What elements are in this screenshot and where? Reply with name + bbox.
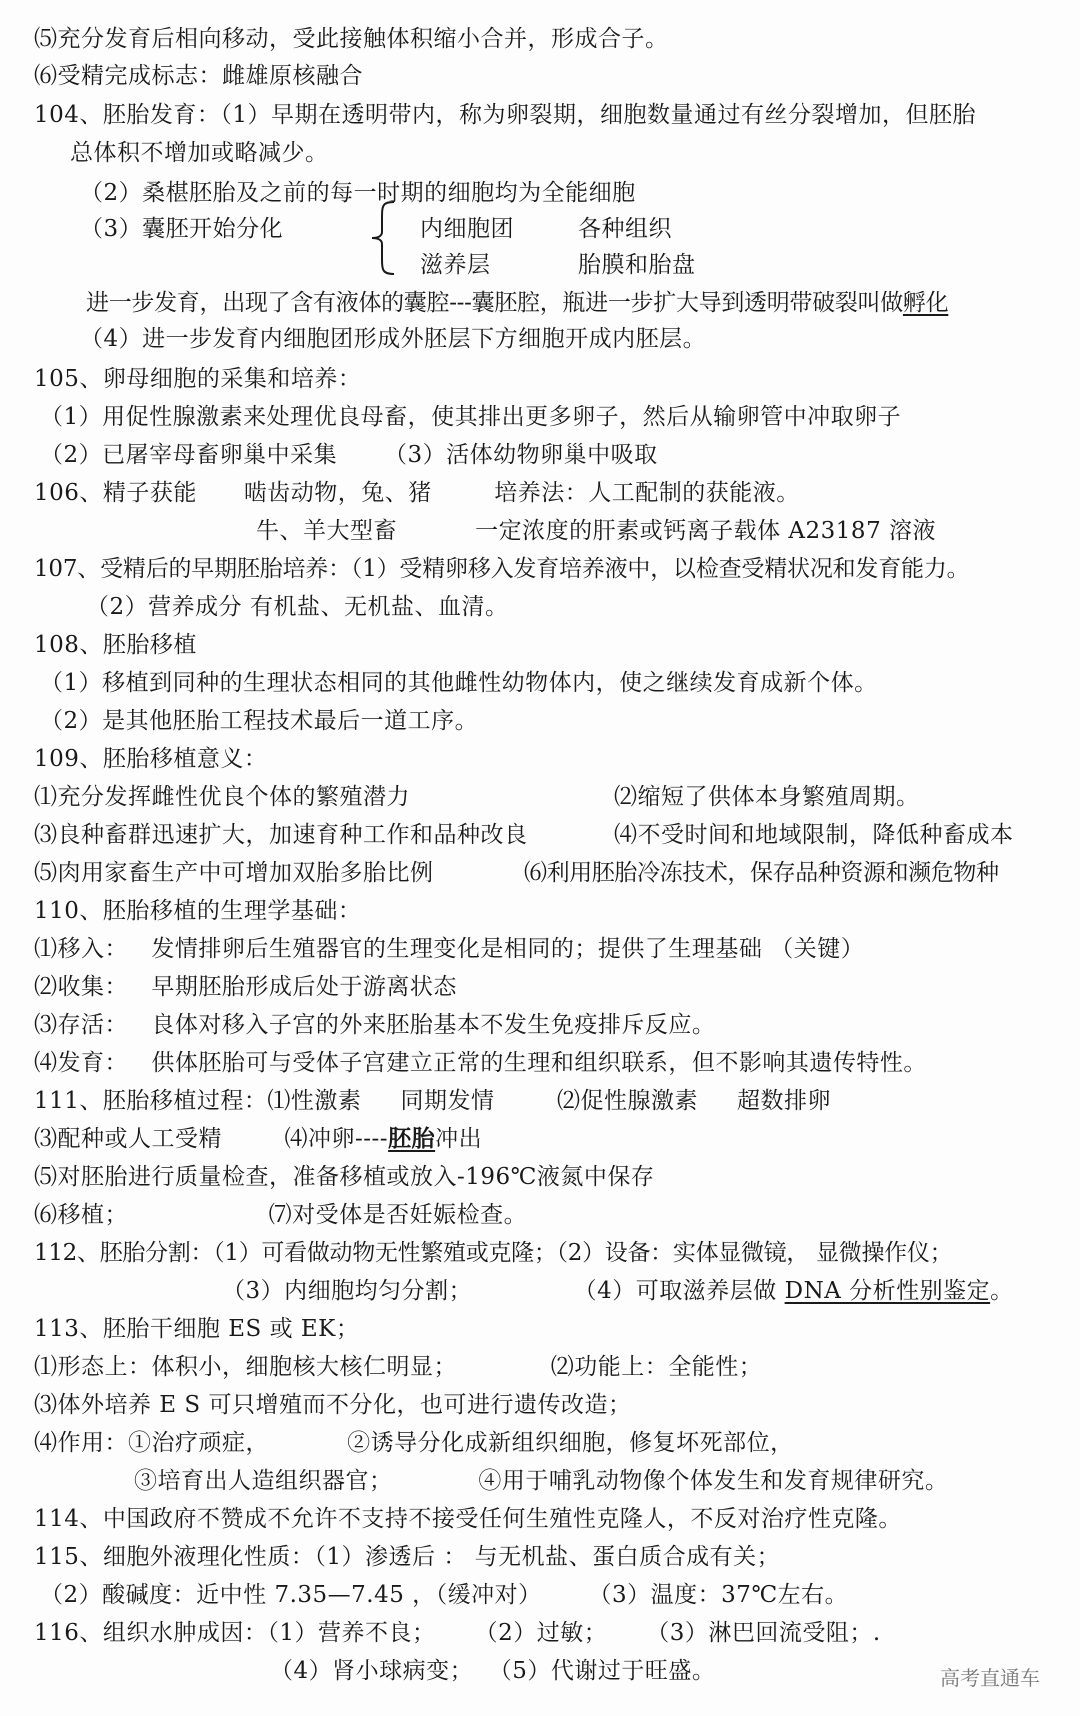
section-111-item-3-4 xyxy=(34,1124,482,1154)
section-109-item-3: ⑶良种畜群迅速扩大，加速育种工作和品种改良 xyxy=(34,822,528,848)
section-104-continuation: 总体积不增加或略减少。 xyxy=(70,140,329,166)
section-110-item-3: ⑶存活： 良体对移入子宫的外来胚胎基本不发生免疫排斥反应。 xyxy=(34,1012,716,1038)
section-113-item-3: ⑶体外培养 E S 可只增殖而不分化，也可进行遗传改造； xyxy=(34,1392,632,1418)
section-115-heading: 115、细胞外液理化性质：（1）渗透后 ： 与无机盐、蛋白质合成有关； xyxy=(34,1544,781,1570)
section-110-item-4: ⑷发育： 供体胚胎可与受体子宫建立正常的生理和组织联系，但不影响其遗传特性。 xyxy=(34,1050,927,1076)
dna-analysis-term: DNA 分析性别鉴定 xyxy=(784,1278,991,1304)
section-112-heading: 112、胚胎分割：（1）可看做动物无性繁殖或克隆；（2）设备：实体显微镜， 显微操作仪； xyxy=(34,1240,953,1266)
section-107-heading: 107、受精后的早期胚胎培养：（1）受精卵移入发育培养液中，以检查受精状况和发育能力。 xyxy=(34,556,970,582)
split-text: （3）内细胞均匀分割； （4）可取滋养层做 xyxy=(222,1278,785,1304)
section-108-item-2: （2）是其他胚胎工程技术最后一道工序。 xyxy=(40,708,479,734)
section-111-item-6-7: ⑹移植； ⑺对受体是否妊娠检查。 xyxy=(34,1202,528,1228)
section-109-item-6: ⑹利用胚胎冷冻技术，保存品种资源和濒危物种 xyxy=(524,860,999,886)
section-109-heading: 109、胚胎移植意义： xyxy=(34,746,268,772)
section-113-item-1-2: ⑴形态上：体积小，细胞核大核仁明显； ⑵功能上：全能性； xyxy=(34,1354,763,1380)
section-108-heading: 108、胚胎移植 xyxy=(34,632,197,658)
section-116-item-4-5: （4）肾小球病变； （5）代谢过于旺盛。 xyxy=(270,1658,716,1684)
split-suffix: 。 xyxy=(990,1278,1014,1304)
hatching-text: 进一步发育，出现了含有液体的囊腔---囊胚腔，瓶进一步扩大导到透明带破裂叫做 xyxy=(86,290,903,316)
section-112-item-3-4 xyxy=(222,1276,1014,1306)
section-107-item-2: （2）营养成分 有机盐、无机盐、血清。 xyxy=(86,594,509,620)
section-113-heading: 113、胚胎干细胞 ES 或 EK； xyxy=(34,1316,360,1342)
section-104-heading: 104、胚胎发育：（1）早期在透明带内，称为卵裂期，细胞数量通过有丝分裂增加，但胚胎 xyxy=(34,102,977,128)
section-111-heading: 111、胚胎移植过程：⑴性激素 同期发情 ⑵促性腺激素 超数排卵 xyxy=(34,1088,831,1114)
brace-row-1-right: 各种组织 xyxy=(578,216,672,242)
item-5-line: ⑸充分发育后相向移动，受此接触体积缩小合并，形成合子。 xyxy=(34,26,669,52)
section-104-item-4: （4）进一步发育内细胞团形成外胚层下方细胞开成内胚层。 xyxy=(80,326,707,352)
section-115-item-2-3: （2）酸碱度：近中性 7.35—7.45 ，（缓冲对） （3）温度：37℃左右。 xyxy=(40,1582,849,1608)
embryo-term: 胚胎 xyxy=(388,1125,436,1152)
section-105-item-1: （1）用促性腺激素来处理优良母畜，使其排出更多卵子，然后从输卵管中冲取卵子 xyxy=(40,404,902,430)
section-106-row-2: 牛、羊大型畜 一定浓度的肝素或钙离子载体 A23187 溶液 xyxy=(256,518,937,544)
section-110-heading: 110、胚胎移植的生理学基础： xyxy=(34,898,362,924)
section-114: 114、中国政府不赞成不允许不支持不接受任何生殖性克隆人，不反对治疗性克隆。 xyxy=(34,1506,902,1532)
flush-suffix: 冲出 xyxy=(435,1126,483,1152)
section-113-item-4-cont: ③培育出人造组织器官； ④用于哺乳动物像个体发生和发育规律研究。 xyxy=(134,1468,949,1494)
brace-row-1-left: 内细胞团 xyxy=(420,216,514,242)
section-105-item-2-3: （2）已屠宰母畜卵巢中采集 （3）活体幼物卵巢中吸取 xyxy=(40,442,658,468)
section-109-item-2: ⑵缩短了供体本身繁殖周期。 xyxy=(614,784,920,810)
section-116-heading: 116、组织水肿成因：（1）营养不良； （2）过敏； （3）淋巴回流受阻；. xyxy=(34,1620,881,1646)
item-6-line: ⑹受精完成标志：雌雄原核融合 xyxy=(34,63,363,89)
flush-text: ⑶配种或人工受精 ⑷冲卵---- xyxy=(34,1126,389,1152)
section-109-item-4: ⑷不受时间和地域限制，降低种畜成本 xyxy=(614,822,1014,848)
section-110-item-1: ⑴移入： 发情排卵后生殖器官的生理变化是相同的；提供了生理基础 （关键） xyxy=(34,936,865,962)
section-109-item-5: ⑸肉用家畜生产中可增加双胎多胎比例 xyxy=(34,860,434,886)
section-106-row-1: 106、精子获能 啮齿动物，兔、猪 培养法：人工配制的获能液。 xyxy=(34,480,800,506)
section-108-item-1: （1）移植到同种的生理状态相同的其他雌性幼物体内，使之继续发育成新个体。 xyxy=(40,670,878,696)
section-113-item-4: ⑷作用：①治疗顽症， ②诱导分化成新组织细胞，修复坏死部位， xyxy=(34,1430,794,1456)
brace-row-2-left: 滋养层 xyxy=(420,252,491,278)
section-105-heading: 105、卵母细胞的采集和培养： xyxy=(34,366,362,392)
brace-row-2-right: 胎膜和胎盘 xyxy=(578,252,696,278)
hatching-term: 孵化 xyxy=(902,290,949,316)
section-111-item-5: ⑸对胚胎进行质量检查，准备移植或放入-196℃液氮中保存 xyxy=(34,1164,655,1190)
section-109-item-1: ⑴充分发挥雌性优良个体的繁殖潜力 xyxy=(34,784,410,810)
section-110-item-2: ⑵收集： 早期胚胎形成后处于游离状态 xyxy=(34,974,457,1000)
section-104-item-2: （2）桑椹胚胎及之前的每一时期的细胞均为全能细胞 xyxy=(80,180,636,206)
section-104-item-3: （3）囊胚开始分化 xyxy=(80,216,284,242)
watermark-label: 高考直通车 xyxy=(940,1666,1040,1690)
curly-brace-icon xyxy=(372,200,396,276)
section-104-hatching xyxy=(86,288,948,318)
